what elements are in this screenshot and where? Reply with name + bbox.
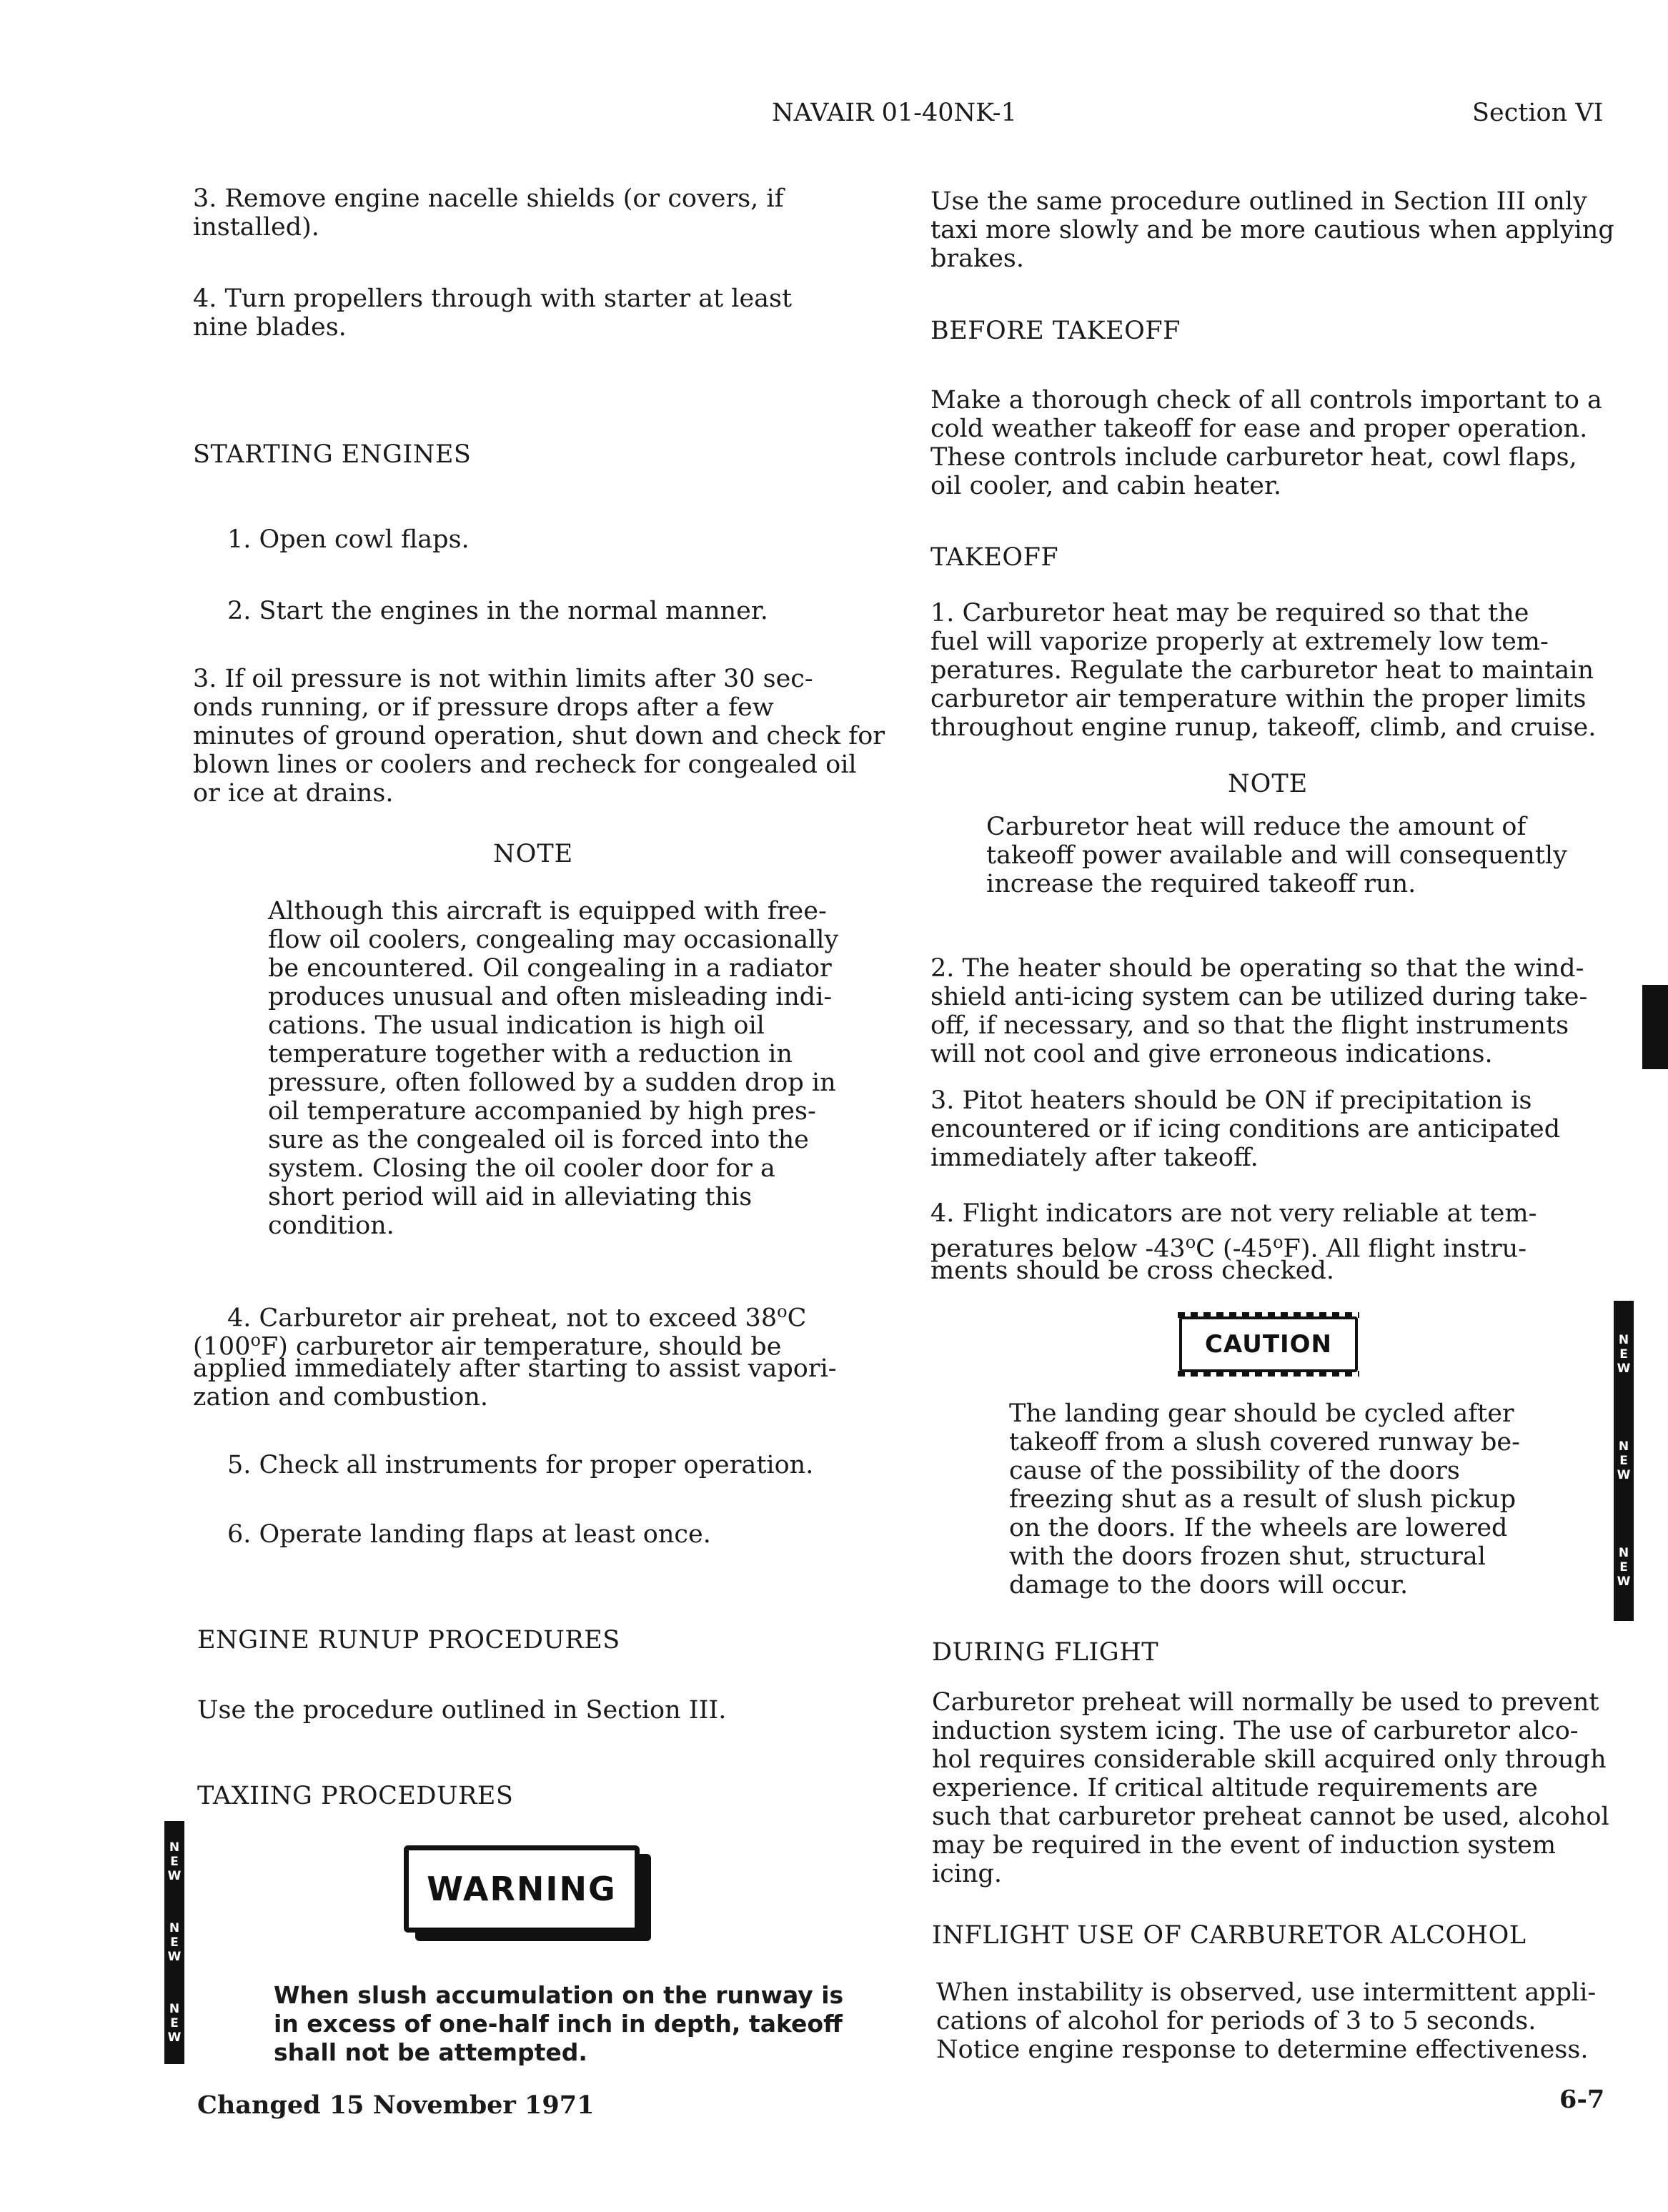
step4-text-a: 4. Carburetor air preheat, not to exceed 38	[227, 1304, 778, 1333]
left-note-title: NOTE	[493, 840, 574, 868]
t4-text-a: peratures below -43	[930, 1234, 1186, 1264]
heading-taxiing: TAXIING PROCEDURES	[197, 1782, 514, 1810]
step4-text-b: (100	[193, 1332, 251, 1362]
new-marker: N E W	[1617, 1332, 1631, 1376]
right-note-title: NOTE	[1228, 770, 1309, 798]
warning-box	[404, 1845, 640, 1933]
section-label: Section VI	[1472, 99, 1604, 127]
heading-during-flight: DURING FLIGHT	[932, 1638, 1159, 1667]
new-marker: N E W	[167, 2002, 182, 2045]
takeoff-step-2: 2. The heater should be operating so that the wind- shield anti-icing system can be utilized during take- off, if necessary, and so that the flight instruments will not cool and give erroneous indications.	[930, 954, 1588, 1068]
left-note-text: Although this aircraft is equipped with free- flow oil coolers, congealing may occasionally be encountered. Oil congealing in a radiator produces unusual and often misleading indi- cations. The usual indication is high oil temperature together with a reduction in pressure, often followed by a sudden drop in oil temperature accompanied by high pres- sure as the congealed oil is forced into the system. Closing the oil cooler door for a short period will aid in alleviating this condition.	[268, 897, 839, 1240]
degree-sign: o	[1185, 1232, 1196, 1252]
step4-unit-c: C	[787, 1304, 807, 1333]
new-marker: N E W	[167, 1840, 182, 1883]
degree-sign: o	[777, 1301, 788, 1321]
caution-box	[1179, 1316, 1358, 1372]
starting-step-1: 1. Open cowl flaps.	[227, 525, 470, 554]
before-takeoff-text: Make a thorough check of all controls important to a cold weather takeoff for ease and proper operation. These controls include carburetor heat, cowl flaps, oil cooler, and cabin heater.	[930, 386, 1602, 500]
starting-step-2: 2. Start the engines in the normal manner.	[227, 597, 768, 625]
inflight-alcohol-text: When instability is observed, use intermittent appli- cations of alcohol for periods of 3 to 5 seconds. Notice engine response to determine effectiveness.	[936, 1978, 1597, 2064]
heading-takeoff: TAKEOFF	[930, 543, 1059, 572]
caution-label: CAUTION	[1204, 1330, 1333, 1359]
heading-starting-engines: STARTING ENGINES	[193, 440, 472, 469]
warning-label: WARNING	[427, 1870, 617, 1908]
document-id: NAVAIR 01-40NK-1	[772, 99, 1017, 127]
takeoff-step-1: 1. Carburetor heat may be required so that the fuel will vaporize properly at extremely low tem- peratures. Regulate the carburetor heat to maintain carburetor air temperature within the proper limits throughout engine runup, takeoff, climb, and cruise.	[930, 599, 1597, 742]
footer-changed-date: Changed 15 November 1971	[197, 2091, 595, 2120]
left-item-4: 4. Turn propellers through with starter at least nine blades.	[193, 284, 793, 342]
new-marker: N E W	[1617, 1439, 1631, 1482]
left-item-3: 3. Remove engine nacelle shields (or covers, if installed).	[193, 184, 784, 242]
takeoff-step-3: 3. Pitot heaters should be ON if precipitation is encountered or if icing conditions are anticipated immediately after takeoff.	[930, 1086, 1561, 1172]
runup-text: Use the procedure outlined in Section III.	[197, 1696, 727, 1725]
t4-text-c: F). All flight instru-	[1283, 1234, 1527, 1264]
step4-text-c: F) carburetor air temperature, should be	[260, 1332, 782, 1362]
takeoff-step-4-line1: 4. Flight indicators are not very reliable at tem-	[930, 1199, 1537, 1228]
starting-step-5: 5. Check all instruments for proper operation.	[227, 1451, 814, 1479]
starting-step-3: 3. If oil pressure is not within limits after 30 sec- onds running, or if pressure drops after a few minutes of ground operation, shut down and check for blown lines or coolers and recheck for congealed oil or ice at drains.	[193, 665, 885, 808]
t4-text-b: C (-45	[1196, 1234, 1274, 1264]
right-note-text: Carburetor heat will reduce the amount of takeoff power available and will consequently increase the required takeoff run.	[986, 813, 1567, 898]
new-marker: N E W	[1617, 1546, 1631, 1589]
warning-text: When slush accumulation on the runway is in excess of one-half inch in depth, takeoff shall not be attempted.	[274, 1981, 844, 2066]
new-change-bar-left	[164, 1821, 184, 2064]
heading-engine-runup: ENGINE RUNUP PROCEDURES	[197, 1626, 620, 1655]
starting-step-6: 6. Operate landing flaps at least once.	[227, 1520, 711, 1549]
during-flight-text: Carburetor preheat will normally be used to prevent induction system icing. The use of carburetor alco- hol requires considerable skill acquired only through experience. If critical altitude requirements are such that carburetor preheat cannot be used, alcohol may be required in the event of induction system icing.	[932, 1688, 1609, 1888]
taxi-procedure-text: Use the same procedure outlined in Section III only taxi more slowly and be more cautious when applying brakes.	[930, 187, 1614, 273]
new-marker: N E W	[167, 1920, 182, 1964]
change-bar-right	[1642, 985, 1668, 1069]
page-number: 6-7	[1559, 2085, 1605, 2114]
degree-sign: o	[250, 1330, 261, 1350]
new-change-bar-right	[1614, 1301, 1634, 1621]
starting-step-4-rest: applied immediately after starting to assist vapori- zation and combustion.	[193, 1354, 837, 1412]
caution-text: The landing gear should be cycled after takeoff from a slush covered runway be- cause of the possibility of the doors freezing shut as a result of slush pickup on the doors. If the wheels are lowered with the doors frozen shut, structural damage to the doors will occur.	[1009, 1399, 1520, 1600]
degree-sign: o	[1273, 1232, 1284, 1252]
heading-inflight-alcohol: INFLIGHT USE OF CARBURETOR ALCOHOL	[932, 1921, 1526, 1950]
heading-before-takeoff: BEFORE TAKEOFF	[930, 317, 1181, 345]
takeoff-step-4-line3: ments should be cross checked.	[930, 1256, 1335, 1285]
